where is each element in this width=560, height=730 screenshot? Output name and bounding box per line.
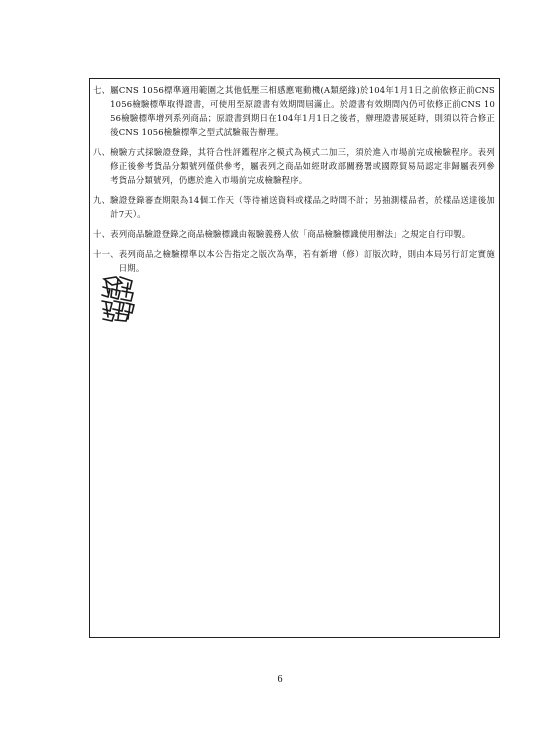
clause-number: 八、 xyxy=(93,147,111,157)
clause-text: 驗證登錄審查期限為14個工作天（等待補送資料或樣品之時間不計；另抽測樣品者，於樣品送達後加計7天）。 xyxy=(110,195,495,219)
clause-number: 九、 xyxy=(93,195,111,205)
clause-8 xyxy=(90,145,499,187)
clause-9 xyxy=(90,193,499,221)
clause-7 xyxy=(90,83,499,139)
official-seal-stamp-icon xyxy=(100,275,136,323)
clause-text: 表列商品驗證登錄之商品檢驗標識由報驗義務人依「商品檢驗標識使用辦法」之規定自行印製。 xyxy=(110,229,471,239)
clause-number: 七、 xyxy=(93,85,111,95)
page-number: 6 xyxy=(277,674,283,685)
clause-text: 表列商品之檢驗標準以本公告指定之版次為準，若有新增（修）訂版次時，則由本局另行訂定實施日期。 xyxy=(118,249,495,273)
clause-list xyxy=(90,83,499,281)
clause-text: 檢驗方式採驗證登錄，其符合性評鑑程序之模式為模式二加三，須於進入市場前完成檢驗程序。表列修正後參考貨品分類號列僅供參考，屬表列之商品如經財政部關務署或國際貿易局認定非歸屬表列參考貨品分類號列，仍應於進入市場前完成檢驗程序。 xyxy=(110,147,495,185)
clause-text: 屬CNS 1056標準適用範圍之其他低壓三相感應電動機(A類絕緣)於104年1月1日之前依修正前CNS 1056檢驗標準取得證書，可使用至原證書有效期間屆滿止。於證書有效期間內仍可依修正前CNS 1056檢驗標準增列系列商品；原證書到期日在104年1月1日之後者，辦理證書展延時，則須以符合修正後CNS 1056檢驗標準之型式試驗報告辦理。 xyxy=(110,85,495,137)
clause-11 xyxy=(90,247,499,275)
clause-number: 十一、 xyxy=(93,249,119,259)
clause-number: 十、 xyxy=(93,229,111,239)
clause-10 xyxy=(90,227,499,241)
content-frame xyxy=(89,78,500,638)
